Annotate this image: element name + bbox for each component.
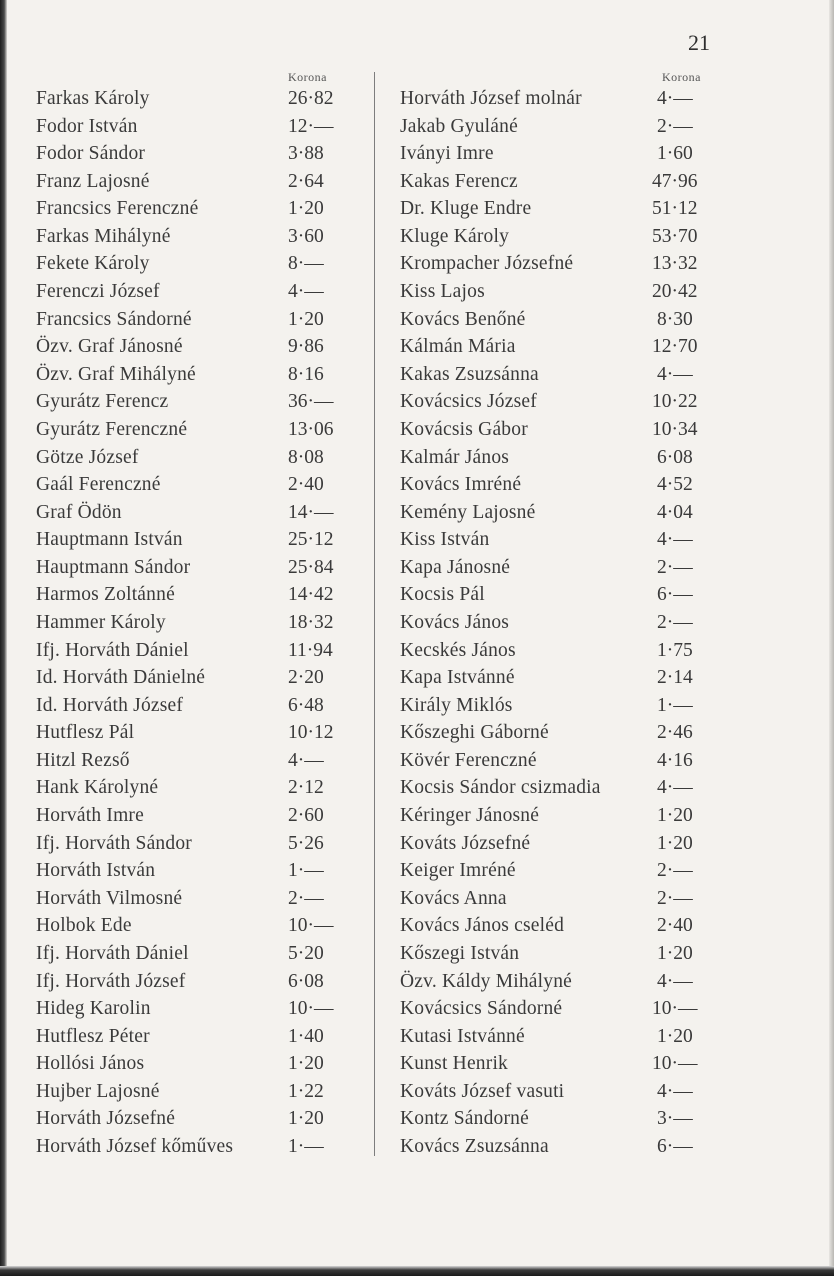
donation-amount: 10·— <box>652 998 698 1020</box>
donor-name: Hank Károlyné <box>36 777 159 799</box>
donor-row <box>36 444 366 472</box>
donor-row <box>36 637 366 665</box>
donation-amount: 25·12 <box>288 529 334 551</box>
donation-amount: 13·06 <box>288 418 334 440</box>
donor-row <box>36 471 366 499</box>
donation-amount: 2·46 <box>657 722 693 744</box>
donor-row <box>400 195 720 223</box>
donor-row <box>36 113 366 141</box>
page-number: 21 <box>688 30 710 55</box>
donor-row <box>36 223 366 251</box>
donor-row <box>36 250 366 278</box>
donation-amount: 6·— <box>657 1135 693 1157</box>
donor-name: Kőszeghi Gáborné <box>400 722 549 744</box>
donor-row <box>400 802 720 830</box>
left-column-header: Korona <box>288 70 327 84</box>
donor-name: Kunst Henrik <box>400 1053 509 1075</box>
donor-name: Kapa Istvánné <box>400 667 515 689</box>
page-edge <box>829 0 834 1276</box>
donor-name: Francsics Sándorné <box>36 308 192 330</box>
donor-name: Götze József <box>36 446 139 468</box>
donor-row <box>400 388 720 416</box>
donation-amount: 2·— <box>657 611 693 633</box>
donation-amount: 1·20 <box>657 1025 693 1047</box>
donor-name: Özv. Káldy Mihályné <box>400 970 573 992</box>
donor-name: Hammer Károly <box>36 611 166 633</box>
donor-name: Kiss István <box>400 529 490 551</box>
donor-name: Kovács Benőné <box>400 308 526 330</box>
donor-row <box>400 223 720 251</box>
donor-row <box>400 830 720 858</box>
donor-name: Keiger Imréné <box>400 860 516 882</box>
donor-row <box>36 195 366 223</box>
donation-amount: 20·42 <box>652 281 698 303</box>
donor-name: Horváth István <box>36 860 156 882</box>
donor-name: Ifj. Horváth Dániel <box>36 942 189 964</box>
donor-row <box>400 499 720 527</box>
donor-name: Fekete Károly <box>36 253 150 275</box>
scan-bottom-edge <box>0 1266 834 1276</box>
donor-name: Francsics Ferenczné <box>36 198 199 220</box>
donor-row <box>400 637 720 665</box>
donor-name: Kecskés János <box>400 639 516 661</box>
donor-name: Kovács János cseléd <box>400 915 565 937</box>
donor-row <box>36 1023 366 1051</box>
donor-name: Gaál Ferenczné <box>36 474 161 496</box>
donation-amount: 4·— <box>657 1080 693 1102</box>
donation-amount: 8·— <box>288 253 324 275</box>
donor-name: Kovács János <box>400 611 510 633</box>
donor-row <box>400 554 720 582</box>
donor-name: Kováts Józsefné <box>400 832 531 854</box>
donor-row <box>400 250 720 278</box>
donor-name: Hollósi János <box>36 1053 145 1075</box>
donor-row <box>36 802 366 830</box>
donor-name: Kovácsics József <box>400 391 537 413</box>
donor-row <box>36 747 366 775</box>
donor-name: Horváth József molnár <box>400 88 582 109</box>
donation-amount: 11·94 <box>288 639 333 661</box>
donation-amount: 10·34 <box>652 418 698 440</box>
donation-amount: 2·40 <box>657 915 693 937</box>
donor-name: Ferenczi József <box>36 281 160 303</box>
donation-amount: 10·— <box>288 998 334 1020</box>
donor-row <box>36 1105 366 1133</box>
donor-row <box>36 830 366 858</box>
donation-amount: 1·60 <box>657 143 693 165</box>
column-divider <box>374 72 375 1156</box>
donation-amount: 4·— <box>657 88 693 109</box>
donor-name: Gyurátz Ferencz <box>36 391 169 413</box>
donor-name: Id. Horváth Dánielné <box>36 667 206 689</box>
donation-amount: 1·20 <box>288 1053 324 1075</box>
donor-row <box>400 609 720 637</box>
donor-name: Gyurátz Ferenczné <box>36 418 188 440</box>
donation-amount: 1·— <box>657 694 693 716</box>
donor-name: Dr. Kluge Endre <box>400 198 532 220</box>
donation-amount: 10·12 <box>288 722 334 744</box>
donation-amount: 14·42 <box>288 584 334 606</box>
donation-amount: 2·12 <box>288 777 324 799</box>
donor-name: Kovácsics Sándorné <box>400 998 563 1020</box>
donor-name: Harmos Zoltánné <box>36 584 175 606</box>
donor-name: Özv. Graf Jánosné <box>36 336 183 358</box>
donor-row <box>36 526 366 554</box>
donor-row <box>400 747 720 775</box>
donor-name: Ifj. Horváth Dániel <box>36 639 189 661</box>
donation-amount: 4·— <box>288 749 324 771</box>
donation-amount: 51·12 <box>652 198 698 220</box>
donor-row <box>36 968 366 996</box>
donor-row <box>400 444 720 472</box>
left-donor-list <box>36 85 366 1161</box>
donor-row <box>36 774 366 802</box>
donor-name: Graf Ödön <box>36 501 122 523</box>
donation-amount: 5·20 <box>288 942 324 964</box>
donor-name: Hutflesz Péter <box>36 1025 150 1047</box>
donor-name: Fodor Sándor <box>36 143 146 165</box>
donation-amount: 5·26 <box>288 832 324 854</box>
donation-amount: 2·— <box>657 556 693 578</box>
donation-amount: 12·70 <box>652 336 698 358</box>
donor-row <box>36 306 366 334</box>
donation-amount: 4·04 <box>657 501 693 523</box>
donor-row <box>400 140 720 168</box>
donation-amount: 2·— <box>657 860 693 882</box>
donor-row <box>36 664 366 692</box>
donation-amount: 1·75 <box>657 639 693 661</box>
donation-amount: 10·22 <box>652 391 698 413</box>
donor-name: Horváth Imre <box>36 805 144 827</box>
donor-name: Farkas Mihályné <box>36 225 171 247</box>
donor-name: Kalmár János <box>400 446 510 468</box>
donor-name: Horváth József kőműves <box>36 1135 234 1157</box>
donor-row <box>400 968 720 996</box>
donor-row <box>36 361 366 389</box>
donor-name: Jakab Gyuláné <box>400 115 518 137</box>
donation-amount: 8·16 <box>288 363 324 385</box>
donation-amount: 2·20 <box>288 667 324 689</box>
donor-name: Kovácsis Gábor <box>400 418 528 440</box>
donation-amount: 13·32 <box>652 253 698 275</box>
donor-row <box>36 278 366 306</box>
donor-name: Kövér Ferenczné <box>400 749 537 771</box>
donor-name: Iványi Imre <box>400 143 494 165</box>
donor-name: Kakas Zsuzsánna <box>400 363 539 385</box>
donation-amount: 1·20 <box>288 1108 324 1130</box>
donation-amount: 4·— <box>657 529 693 551</box>
donor-row <box>36 857 366 885</box>
donor-name: Hideg Karolin <box>36 998 151 1020</box>
donation-amount: 1·22 <box>288 1080 324 1102</box>
donation-amount: 1·20 <box>288 308 324 330</box>
donation-amount: 9·86 <box>288 336 324 358</box>
donation-amount: 4·52 <box>657 474 693 496</box>
donor-row <box>400 885 720 913</box>
donation-amount: 1·20 <box>288 198 324 220</box>
donation-amount: 6·48 <box>288 694 324 716</box>
donor-name: Horváth Vilmosné <box>36 887 183 909</box>
donor-name: Kiss Lajos <box>400 281 485 303</box>
donor-name: Franz Lajosné <box>36 170 150 192</box>
donation-amount: 2·— <box>288 887 324 909</box>
donor-row <box>400 333 720 361</box>
donor-row <box>36 1050 366 1078</box>
book-spine-shadow <box>0 0 7 1276</box>
donation-amount: 2·40 <box>288 474 324 496</box>
donor-name: Kutasi Istvánné <box>400 1025 525 1047</box>
donor-name: Ifj. Horváth Sándor <box>36 832 192 854</box>
donor-row <box>400 857 720 885</box>
donor-name: Hutflesz Pál <box>36 722 135 744</box>
donation-amount: 6·— <box>657 584 693 606</box>
donation-amount: 53·70 <box>652 225 698 247</box>
donor-row <box>400 940 720 968</box>
donation-amount: 4·— <box>288 281 324 303</box>
donor-row <box>400 113 720 141</box>
donor-row <box>400 1078 720 1106</box>
donation-amount: 1·— <box>288 860 324 882</box>
donor-row <box>36 719 366 747</box>
donor-row <box>36 168 366 196</box>
donor-name: Id. Horváth József <box>36 694 184 716</box>
donation-amount: 2·— <box>657 115 693 137</box>
donor-row <box>400 1023 720 1051</box>
donation-amount: 2·64 <box>288 170 324 192</box>
donor-row <box>36 692 366 720</box>
donation-amount: 4·— <box>657 970 693 992</box>
donor-row <box>400 774 720 802</box>
donor-row <box>400 664 720 692</box>
donor-row <box>400 471 720 499</box>
donor-row <box>400 1050 720 1078</box>
donation-amount: 10·— <box>652 1053 698 1075</box>
donor-row <box>400 1133 720 1161</box>
donor-row <box>400 912 720 940</box>
donor-name: Kálmán Mária <box>400 336 516 358</box>
donor-name: Hujber Lajosné <box>36 1080 160 1102</box>
donation-amount: 26·82 <box>288 88 334 109</box>
donor-name: Ifj. Horváth József <box>36 970 186 992</box>
donor-name: Kocsis Sándor csizmadia <box>400 777 601 799</box>
donation-amount: 10·— <box>288 915 334 937</box>
donor-row <box>400 581 720 609</box>
donor-row <box>400 85 720 113</box>
donor-name: Hitzl Rezső <box>36 749 130 771</box>
donor-row <box>36 333 366 361</box>
donation-amount: 3·88 <box>288 143 324 165</box>
donor-row <box>36 940 366 968</box>
donation-amount: 6·08 <box>657 446 693 468</box>
donor-row <box>36 609 366 637</box>
donation-amount: 8·30 <box>657 308 693 330</box>
donation-amount: 1·— <box>288 1135 324 1157</box>
donation-amount: 6·08 <box>288 970 324 992</box>
donation-amount: 3·— <box>657 1108 693 1130</box>
donor-row <box>400 692 720 720</box>
donor-name: Özv. Graf Mihályné <box>36 363 196 385</box>
donor-row <box>36 995 366 1023</box>
donor-row <box>400 416 720 444</box>
donor-name: Kovács Zsuzsánna <box>400 1135 549 1157</box>
donor-row <box>36 85 366 113</box>
right-donor-list <box>400 85 720 1161</box>
donor-name: Farkas Károly <box>36 88 150 109</box>
donor-name: Kovács Anna <box>400 887 507 909</box>
donation-amount: 2·14 <box>657 667 693 689</box>
donation-amount: 4·— <box>657 363 693 385</box>
donation-amount: 14·— <box>288 501 334 523</box>
donation-amount: 47·96 <box>652 170 698 192</box>
donor-name: Holbok Ede <box>36 915 132 937</box>
donation-amount: 2·— <box>657 887 693 909</box>
donor-row <box>36 554 366 582</box>
donor-name: Király Miklós <box>400 694 513 716</box>
donation-amount: 18·32 <box>288 611 334 633</box>
donor-name: Krompacher Józsefné <box>400 253 574 275</box>
donor-name: Kakas Ferencz <box>400 170 518 192</box>
donor-row <box>36 581 366 609</box>
donor-name: Hauptmann Sándor <box>36 556 191 578</box>
donor-row <box>36 1133 366 1161</box>
donor-row <box>36 388 366 416</box>
donor-name: Kováts József vasuti <box>400 1080 565 1102</box>
donor-name: Kluge Károly <box>400 225 510 247</box>
donor-name: Fodor István <box>36 115 138 137</box>
donation-amount: 1·20 <box>657 832 693 854</box>
donation-amount: 2·60 <box>288 805 324 827</box>
donation-amount: 12·— <box>288 115 334 137</box>
donor-row <box>400 168 720 196</box>
donation-amount: 1·40 <box>288 1025 324 1047</box>
donor-row <box>400 719 720 747</box>
donor-name: Hauptmann István <box>36 529 183 551</box>
donor-name: Kovács Imréné <box>400 474 522 496</box>
donor-name: Kőszegi István <box>400 942 520 964</box>
donor-row <box>36 140 366 168</box>
donor-name: Kapa Jánosné <box>400 556 511 578</box>
donor-row <box>400 278 720 306</box>
donation-amount: 8·08 <box>288 446 324 468</box>
right-column-header: Korona <box>662 70 701 84</box>
donation-amount: 4·— <box>657 777 693 799</box>
donor-row <box>36 416 366 444</box>
donation-amount: 1·20 <box>657 942 693 964</box>
donor-row <box>36 885 366 913</box>
donation-amount: 25·84 <box>288 556 334 578</box>
donor-row <box>400 526 720 554</box>
donation-amount: 36·— <box>288 391 334 413</box>
donor-name: Kocsis Pál <box>400 584 485 606</box>
donor-name: Kéringer Jánosné <box>400 805 540 827</box>
donation-amount: 3·60 <box>288 225 324 247</box>
donor-row <box>400 995 720 1023</box>
donor-row <box>400 306 720 334</box>
donor-row <box>36 912 366 940</box>
donor-row <box>400 1105 720 1133</box>
donation-amount: 1·20 <box>657 805 693 827</box>
donor-name: Kontz Sándorné <box>400 1108 529 1130</box>
donation-amount: 4·16 <box>657 749 693 771</box>
donor-name: Horváth Józsefné <box>36 1108 176 1130</box>
donor-row <box>36 1078 366 1106</box>
donor-name: Kemény Lajosné <box>400 501 536 523</box>
donor-row <box>36 499 366 527</box>
donor-row <box>400 361 720 389</box>
